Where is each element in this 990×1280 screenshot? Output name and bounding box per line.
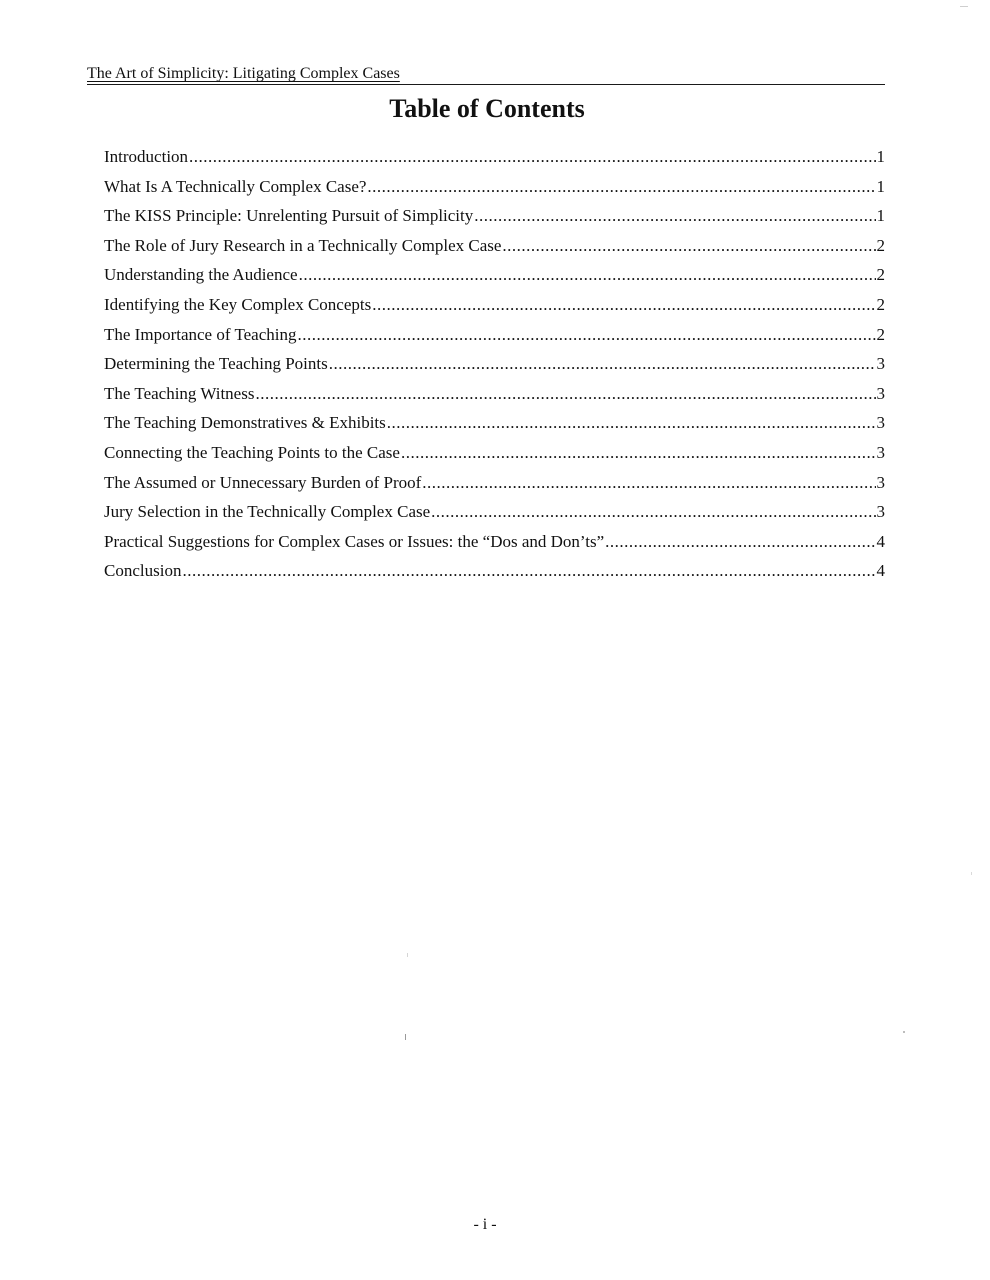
toc-entry-title: The Role of Jury Research in a Technically Complex Case [104,235,502,255]
toc-dot-leader [502,231,875,261]
toc-page-number: 3 [876,502,885,522]
running-header [87,64,885,85]
scan-artifact [960,6,968,7]
toc-entry-title: The Importance of Teaching [104,324,297,344]
toc-dot-leader [605,527,875,557]
toc-page-number: 2 [876,235,885,255]
toc-entry[interactable] [104,497,885,527]
toc-dot-leader [182,556,875,586]
toc-entry[interactable] [104,231,885,261]
toc-list [104,142,885,586]
toc-entry-title: The Teaching Witness [104,383,255,403]
toc-entry-title: Conclusion [104,561,182,581]
toc-entry[interactable] [104,556,885,586]
toc-entry[interactable] [104,468,885,498]
toc-entry-title: The Assumed or Unnecessary Burden of Proof [104,472,422,492]
toc-page-number: 4 [876,561,885,581]
toc-page-number: 1 [876,206,885,226]
toc-entry-title: Determining the Teaching Points [104,354,328,374]
toc-page-number: 3 [876,472,885,492]
toc-page-number: 4 [876,531,885,551]
toc-entry[interactable] [104,172,885,202]
scan-artifact [405,1034,406,1040]
toc-page-number: 2 [876,324,885,344]
toc-dot-leader [299,260,876,290]
toc-entry[interactable] [104,408,885,438]
toc-page-number: 1 [876,147,885,166]
toc-dot-leader [401,438,876,468]
toc-entry-title: Understanding the Audience [104,265,298,285]
toc-dot-leader [387,408,876,438]
toc-entry-title: Introduction [104,147,189,166]
toc-dot-leader [422,468,875,498]
toc-dot-leader [329,349,876,379]
toc-dot-leader [474,201,875,231]
toc-entry[interactable] [104,527,885,557]
toc-page-number: 1 [876,176,885,196]
toc-entry-title: Practical Suggestions for Complex Cases or Issues: the “Dos and Don’ts” [104,531,605,551]
toc-entry-title: Jury Selection in the Technically Complex Case [104,502,431,522]
toc-dot-leader [189,142,875,172]
toc-entry[interactable] [104,379,885,409]
toc-page-number: 3 [876,442,885,462]
running-header-title: The Art of Simplicity: Litigating Complex Cases [87,65,400,82]
toc-dot-leader [367,172,875,202]
toc-entry-title: Connecting the Teaching Points to the Case [104,442,400,462]
scan-artifact [407,953,408,957]
toc-page-number: 2 [876,265,885,285]
toc-page-number: 2 [876,294,885,314]
toc-page-number: 3 [876,354,885,374]
toc-entry[interactable] [104,260,885,290]
scan-artifact [971,872,972,875]
toc-entry-title: Identifying the Key Complex Concepts [104,294,372,314]
toc-page-number: 3 [876,413,885,433]
toc-title: Table of Contents [389,94,585,123]
toc-dot-leader [298,320,876,350]
toc-dot-leader [431,497,875,527]
page-number-footer: - i - [473,1216,497,1233]
toc-entry[interactable] [104,290,885,320]
toc-entry[interactable] [104,320,885,350]
toc-entry-title: The KISS Principle: Unrelenting Pursuit of Simplicity [104,206,474,226]
toc-entry[interactable] [104,438,885,468]
toc-entry[interactable] [104,142,885,172]
toc-page-number: 3 [876,383,885,403]
toc-entry[interactable] [104,349,885,379]
toc-dot-leader [255,379,875,409]
toc-entry-title: The Teaching Demonstratives & Exhibits [104,413,386,433]
scan-artifact [903,1031,905,1033]
toc-dot-leader [372,290,875,320]
toc-entry[interactable] [104,201,885,231]
toc-entry-title: What Is A Technically Complex Case? [104,176,367,196]
